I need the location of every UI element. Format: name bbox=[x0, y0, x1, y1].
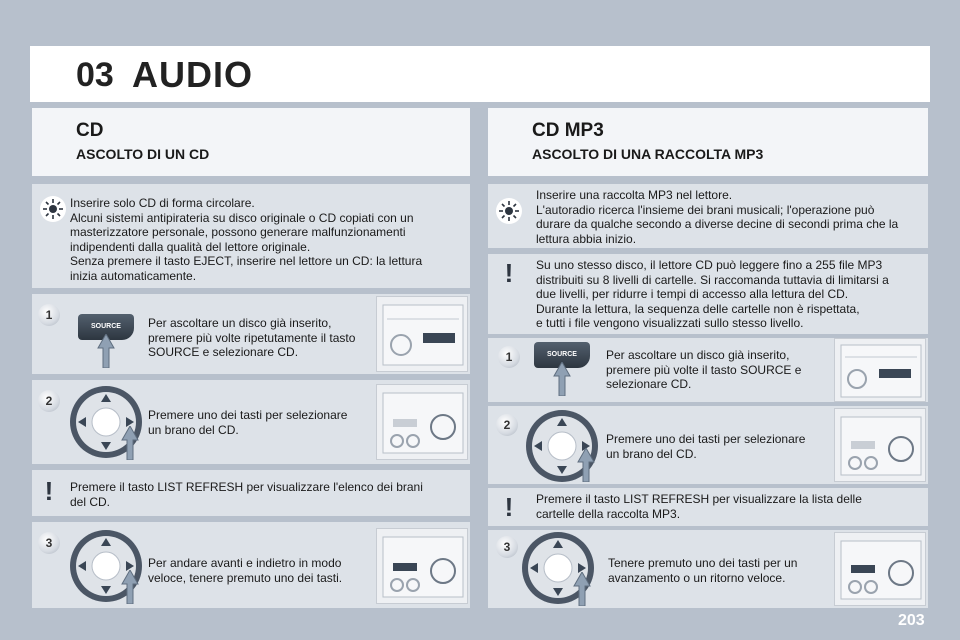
left-step1-box bbox=[32, 294, 470, 374]
left-section-header bbox=[32, 108, 470, 176]
info-sun-icon bbox=[496, 198, 522, 224]
left-step2-text: Premere uno dei tasti per selezionare un brano del CD. bbox=[148, 408, 348, 437]
right-step1-text: Per ascoltare un disco già inserito, premere più volte il tasto SOURCE e selezionare CD. bbox=[606, 348, 802, 391]
finger-icon bbox=[572, 572, 592, 606]
page-number: 203 bbox=[898, 612, 925, 629]
chapter-title: AUDIO bbox=[132, 54, 253, 95]
right-section-subtitle: ASCOLTO DI UNA RACCOLTA MP3 bbox=[532, 146, 764, 162]
right-section-header bbox=[488, 108, 928, 176]
chapter-number: 03 bbox=[76, 56, 114, 94]
right-section-title: CD MP3 bbox=[532, 120, 604, 141]
step-number: 1 bbox=[38, 304, 60, 326]
step-number: 1 bbox=[498, 346, 520, 368]
left-warning-box bbox=[32, 470, 470, 516]
right-warning1-text: Su uno stesso disco, il lettore CD può leggere fino a 255 file MP3 distribuiti su 8 livelli di cartelle. Si raccomanda tuttavia di limitarsi a due livelli, per ridurre i tempi di accesso alla lettura del CD. Durante la lettura, la sequenza delle cartelle non è rispettata, e tutti i file vengono visualizzati sullo stesso livello. bbox=[536, 258, 889, 330]
radio-illustration bbox=[834, 338, 926, 402]
step-number: 3 bbox=[38, 532, 60, 554]
radio-illustration bbox=[376, 384, 468, 460]
info-sun-icon bbox=[40, 196, 66, 222]
left-info-box bbox=[32, 184, 470, 288]
right-warning2-text: Premere il tasto LIST REFRESH per visualizzare la lista delle cartelle della raccolta MP3. bbox=[536, 492, 862, 521]
left-section-subtitle: ASCOLTO DI UN CD bbox=[76, 146, 210, 162]
right-warning2-box bbox=[488, 488, 928, 526]
source-button-illustration: SOURCE bbox=[78, 314, 134, 340]
right-step3-text: Tenere premuto uno dei tasti per un avanzamento o un ritorno veloce. bbox=[608, 556, 798, 585]
right-step2-box bbox=[488, 406, 928, 484]
finger-icon bbox=[120, 426, 140, 460]
step-number: 3 bbox=[496, 536, 518, 558]
right-step1-box bbox=[488, 338, 928, 402]
step-number: 2 bbox=[38, 390, 60, 412]
finger-icon bbox=[96, 334, 116, 368]
left-step3-box bbox=[32, 522, 470, 608]
source-button-illustration: SOURCE bbox=[534, 342, 590, 368]
left-section-title: CD bbox=[76, 120, 104, 141]
right-info-text: Inserire una raccolta MP3 nel lettore. L'autoradio ricerca l'insieme dei brani musicali; l'operazione può durare da qualche secondo a diverse decine di secondi prima che la lettura abbia inizio. bbox=[536, 188, 899, 246]
finger-icon bbox=[576, 448, 596, 482]
left-info-text: Inserire solo CD di forma circolare. Alcuni sistemi antipirateria su disco originale o CD copiati con un masterizzatore personale, possono generare malfunzionamenti indipendenti dalla qualità del lettore originale. Senza premere il tasto EJECT, inserire nel lettore un CD: la lettura inizia automaticamente. bbox=[70, 196, 423, 283]
right-info-box bbox=[488, 184, 928, 248]
left-step3-text: Per andare avanti e indietro in modo veloce, tenere premuto uno dei tasti. bbox=[148, 556, 343, 585]
left-warning-text: Premere il tasto LIST REFRESH per visualizzare l'elenco dei brani del CD. bbox=[70, 480, 423, 509]
finger-icon bbox=[120, 570, 140, 604]
finger-icon bbox=[552, 362, 572, 396]
left-step2-box bbox=[32, 380, 470, 464]
left-step1-text: Per ascoltare un disco già inserito, premere più volte ripetutamente il tasto SOURCE e selezionare CD. bbox=[148, 316, 356, 359]
right-warning1-box bbox=[488, 254, 928, 334]
radio-illustration bbox=[376, 528, 468, 604]
radio-illustration bbox=[834, 408, 926, 482]
warning-exclamation-icon: ! bbox=[44, 476, 54, 506]
radio-illustration bbox=[376, 296, 468, 372]
warning-exclamation-icon: ! bbox=[504, 492, 514, 522]
warning-exclamation-icon: ! bbox=[504, 258, 514, 288]
right-step3-box bbox=[488, 530, 928, 608]
radio-illustration bbox=[834, 532, 926, 606]
right-step2-text: Premere uno dei tasti per selezionare un brano del CD. bbox=[606, 432, 806, 461]
step-number: 2 bbox=[496, 414, 518, 436]
